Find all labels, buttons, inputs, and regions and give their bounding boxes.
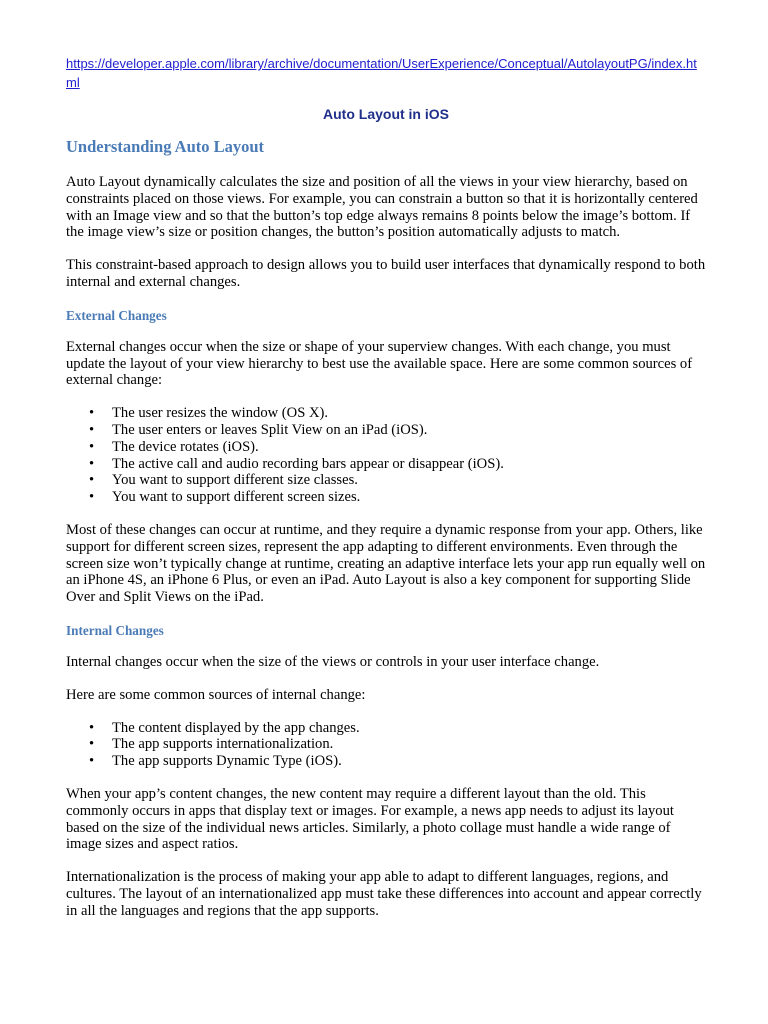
intro-paragraph-1: Auto Layout dynamically calculates the size and position of all the views in your view hierarchy, based on constraints placed on those views. For example, you can constrain a button so that it is horizontally centered with an Image view and so that the button’s top edge always remains 8 points below the image’s bottom. If the image view’s size or position changes, the button’s position automatically adjusts to match. <box>66 174 698 241</box>
external-intro-paragraph: External changes occur when the size or shape of your superview changes. With each change, you must update the layout of your view hierarchy to best use the available space. Here are some common sources of external change: <box>66 338 693 389</box>
internal-change-list <box>66 720 706 770</box>
external-changes-heading: External Changes <box>66 307 167 323</box>
list-item: • The active call and audio recording bars appear or disappear (iOS). <box>112 456 706 473</box>
source-url-link[interactable]: https://developer.apple.com/library/archive/documentation/UserExperience/Conceptual/AutolayoutPG/index.html <box>66 56 697 90</box>
intro-paragraph-2: This constraint-based approach to design allows you to build user interfaces that dynamically respond to both internal and external changes. <box>66 257 706 290</box>
list-item: • The app supports internationalization. <box>112 736 706 753</box>
internationalization-paragraph: Internationalization is the process of making your app able to adapt to different languages, regions, and cultures. The layout of an internationalized app must take these differences into account and appear correctly in all the languages and regions that the app supports. <box>66 869 702 919</box>
internal-intro-paragraph: Internal changes occur when the size of the views or controls in your user interface change. <box>66 653 600 670</box>
internal-lead-paragraph: Here are some common sources of internal change: <box>66 686 366 703</box>
list-item: • The user enters or leaves Split View on an iPad (iOS). <box>112 422 706 439</box>
external-outro-paragraph: Most of these changes can occur at runtime, and they require a dynamic response from your app. Others, like support for different screen sizes, represent the app adapting to different environments. Even through the screen size won’t typically change at runtime, creating an adaptive interface lets your app run equally well on an iPhone 4S, an iPhone 6 Plus, or even an iPad. Auto Layout is also a key component for supporting Slide Over and Split Views on the iPad. <box>66 521 706 606</box>
list-item: • You want to support different screen sizes. <box>112 489 706 506</box>
list-item: • The app supports Dynamic Type (iOS). <box>112 753 706 770</box>
external-change-list <box>66 405 706 506</box>
internal-changes-heading: Internal Changes <box>66 622 164 638</box>
content-changes-paragraph: When your app’s content changes, the new content may require a different layout than the old. This commonly occurs in apps that display text or images. For example, a news app needs to adjust its layout based on the size of the individual news articles. Similarly, a photo collage must handle a wide range of image sizes and aspect ratios. <box>66 785 674 853</box>
list-item: • The content displayed by the app changes. <box>112 720 706 737</box>
document-page <box>66 54 706 920</box>
list-item: • The user resizes the window (OS X). <box>112 405 706 422</box>
list-item: • The device rotates (iOS). <box>112 439 706 456</box>
list-item: • You want to support different size classes. <box>112 472 706 489</box>
document-title: Auto Layout in iOS <box>323 106 449 122</box>
section-heading: Understanding Auto Layout <box>66 137 265 156</box>
